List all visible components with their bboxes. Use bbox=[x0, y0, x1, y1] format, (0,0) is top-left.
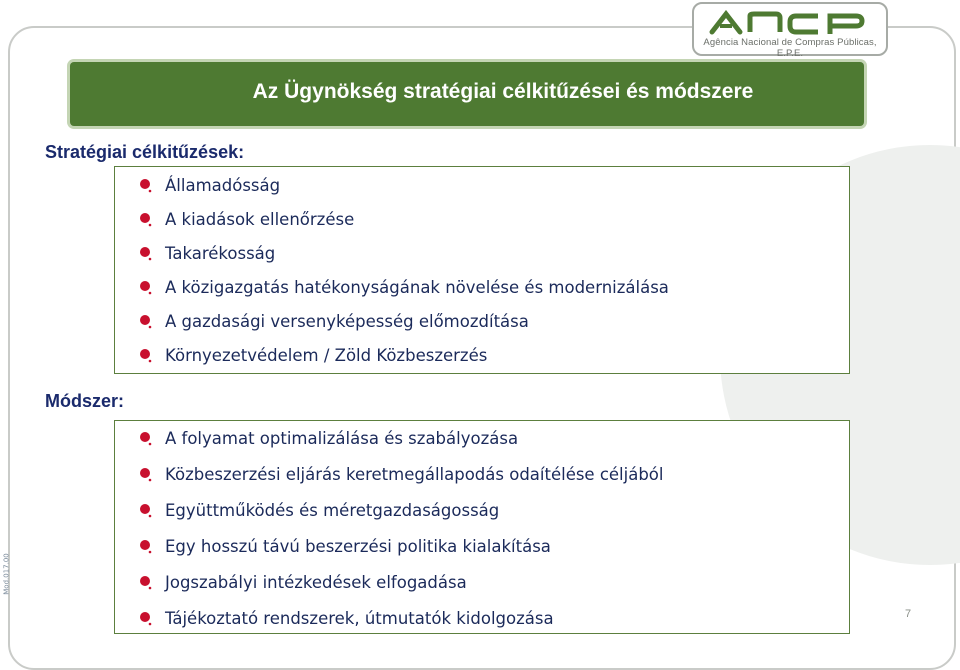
list-item bbox=[165, 501, 499, 520]
red-bullet-icon bbox=[139, 575, 153, 591]
red-bullet-icon bbox=[139, 348, 153, 364]
list-item bbox=[165, 429, 518, 448]
list-item bbox=[165, 609, 554, 628]
ancp-logo bbox=[692, 2, 888, 59]
section-label-strategic-goals: Stratégiai célkitűzések: bbox=[45, 142, 245, 162]
list-item-text: A kiadások ellenőrzése bbox=[165, 210, 355, 229]
title-bar bbox=[70, 62, 864, 126]
list-item bbox=[165, 346, 487, 365]
list-item bbox=[165, 278, 669, 297]
method-box bbox=[114, 420, 850, 634]
red-bullet-icon bbox=[139, 467, 153, 483]
list-item-text: A folyamat optimalizálása és szabályozása bbox=[165, 429, 519, 448]
list-item-text: A közigazgatás hatékonyságának növelése és modernizálása bbox=[165, 278, 669, 297]
list-item bbox=[165, 465, 664, 484]
list-item-text: Tájékoztató rendszerek, útmutatók kidolgozása bbox=[165, 609, 554, 628]
page-number: 7 bbox=[905, 608, 912, 620]
ancp-logo-mark bbox=[708, 10, 872, 36]
list-item bbox=[165, 210, 354, 229]
list-item-text: Egy hosszú távú beszerzési politika kialakítása bbox=[165, 537, 551, 556]
list-item bbox=[165, 537, 551, 556]
document-code: Mod.017.00 bbox=[2, 553, 11, 595]
red-bullet-icon bbox=[139, 431, 153, 447]
list-item-text: Takarékosság bbox=[165, 244, 276, 263]
red-bullet-icon bbox=[139, 212, 153, 228]
red-bullet-icon bbox=[139, 246, 153, 262]
list-item-text: A gazdasági versenyképesség előmozdítása bbox=[165, 312, 529, 331]
strategic-goals-box bbox=[114, 166, 850, 374]
logo-subtitle: Agência Nacional de Compras Públicas, E.P.E. bbox=[703, 37, 877, 59]
page-title: Az Ügynökség stratégiai célkitűzései és módszere bbox=[252, 80, 754, 103]
list-item bbox=[165, 244, 275, 263]
list-item-text: Jogszabályi intézkedések elfogadása bbox=[165, 573, 467, 592]
list-item-text: Környezetvédelem / Zöld Közbeszerzés bbox=[165, 346, 488, 365]
list-item bbox=[165, 573, 467, 592]
red-bullet-icon bbox=[139, 539, 153, 555]
red-bullet-icon bbox=[139, 503, 153, 519]
list-item-text: Együttműködés és méretgazdaságosság bbox=[165, 501, 500, 520]
list-item-text: Államadósság bbox=[165, 176, 281, 195]
red-bullet-icon bbox=[139, 178, 153, 194]
red-bullet-icon bbox=[139, 280, 153, 296]
list-item bbox=[165, 176, 280, 195]
red-bullet-icon bbox=[139, 314, 153, 330]
list-item-text: Közbeszerzési eljárás keretmegállapodás odaítélése céljából bbox=[165, 465, 664, 484]
section-label-method: Módszer: bbox=[45, 391, 125, 411]
list-item bbox=[165, 312, 529, 331]
red-bullet-icon bbox=[139, 611, 153, 627]
